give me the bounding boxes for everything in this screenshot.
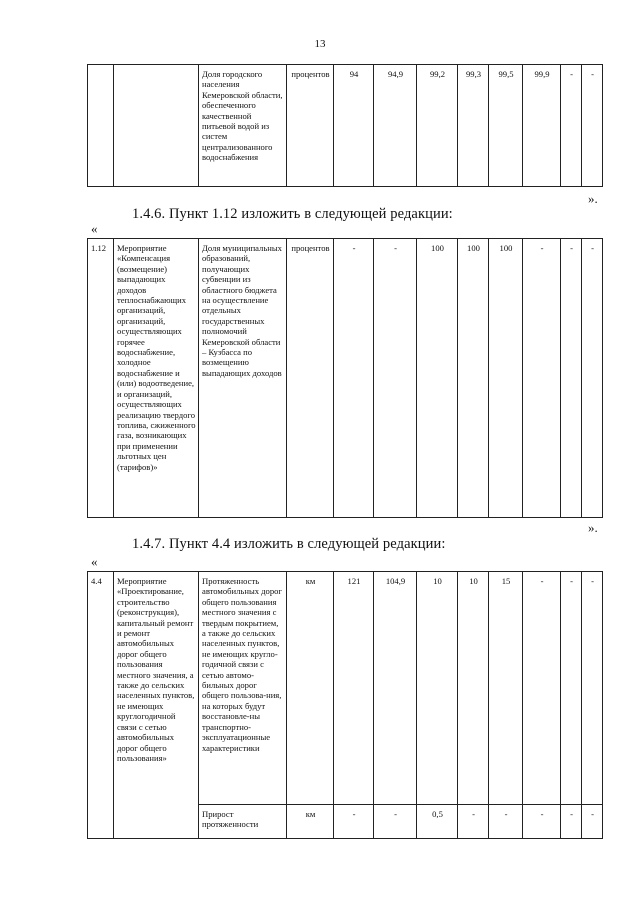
value-cell: - <box>334 239 374 518</box>
value-cell: - <box>582 572 603 805</box>
value-cell: - <box>582 239 603 518</box>
measure-cell <box>114 65 199 187</box>
value-cell: 104,9 <box>374 572 417 805</box>
indicator-table-top <box>87 64 603 187</box>
value-cell: 100 <box>458 239 489 518</box>
value-cell: - <box>334 805 374 839</box>
opening-quote: « <box>91 221 98 236</box>
value-cell: 121 <box>334 572 374 805</box>
row-number: 1.12 <box>88 239 114 518</box>
value-cell: - <box>489 805 523 839</box>
value-cell: 99,2 <box>417 65 458 187</box>
unit-cell: км <box>287 572 334 805</box>
value-cell: 99,9 <box>523 65 561 187</box>
indicator-cell: Доля городского населения Кемеровской области, обеспеченного качественной питьевой водой из систем централизованного водоснабжения <box>199 65 287 187</box>
indicator-table-4-4 <box>87 571 603 839</box>
indicator-cell: Протяженность автомобильных дорог общего пользования местного значения с твердым покрытием, а также до сельских населенных пунктов, не имеющих кругло-годичной связи с сетью автомо-бильных дорог общего пользова-ния, на которых будут восстановле-ны транспортно-эксплуатационные характеристики <box>199 572 287 805</box>
section-heading: 1.4.7. Пункт 4.4 изложить в следующей редакции: <box>132 536 446 552</box>
value-cell: 99,5 <box>489 65 523 187</box>
unit-cell: км <box>287 805 334 839</box>
closing-quote: ». <box>588 191 598 206</box>
unit-cell: процентов <box>287 65 334 187</box>
value-cell: - <box>561 65 582 187</box>
value-cell: - <box>374 239 417 518</box>
row-number <box>88 65 114 187</box>
table-row <box>88 65 603 187</box>
measure-cell: Мероприятие «Проектирование, строительство (реконструкция), капитальный ремонт и ремонт автомобильных дорог общего пользования местного значения, а также до сельских населенных пунктов, не имеющих круглогодичной связи с сетью автомобильных дорог общего пользования» <box>114 572 199 839</box>
value-cell: - <box>561 805 582 839</box>
value-cell: 99,3 <box>458 65 489 187</box>
value-cell: - <box>561 239 582 518</box>
measure-cell: Мероприятие «Компенсация (возмещение) выпадающих доходов теплоснабжающих организаций, организаций, осуществляющих горячее водоснабжение, холодное водоснабжение и (или) водоотведение, и организаций, осуществляющих реализацию твердого топлива, сжиженного газа, возникающих при применении льготных цен (тарифов)» <box>114 239 199 518</box>
value-cell: - <box>458 805 489 839</box>
indicator-cell: Прирост протяженности <box>199 805 287 839</box>
unit-cell: процентов <box>287 239 334 518</box>
page-number: 13 <box>314 38 326 50</box>
table-row <box>88 239 603 518</box>
value-cell: 94 <box>334 65 374 187</box>
value-cell: - <box>582 805 603 839</box>
value-cell: - <box>523 572 561 805</box>
value-cell: 10 <box>458 572 489 805</box>
section-heading: 1.4.6. Пункт 1.12 изложить в следующей редакции: <box>132 206 453 222</box>
indicator-cell: Доля муниципальных образований, получающих субвенции из областного бюджета на осуществление отдельных государственных полномочий Кемеровской области – Кузбасса по возмещению выпадающих доходов <box>199 239 287 518</box>
value-cell: - <box>523 805 561 839</box>
opening-quote: « <box>91 554 98 569</box>
value-cell: - <box>561 572 582 805</box>
value-cell: 100 <box>489 239 523 518</box>
value-cell: 0,5 <box>417 805 458 839</box>
value-cell: 94,9 <box>374 65 417 187</box>
value-cell: - <box>582 65 603 187</box>
value-cell: - <box>374 805 417 839</box>
value-cell: - <box>523 239 561 518</box>
closing-quote: ». <box>588 520 598 535</box>
table-row <box>88 572 603 805</box>
indicator-table-1-12 <box>87 238 603 518</box>
value-cell: 100 <box>417 239 458 518</box>
value-cell: 10 <box>417 572 458 805</box>
value-cell: 15 <box>489 572 523 805</box>
row-number: 4.4 <box>88 572 114 839</box>
